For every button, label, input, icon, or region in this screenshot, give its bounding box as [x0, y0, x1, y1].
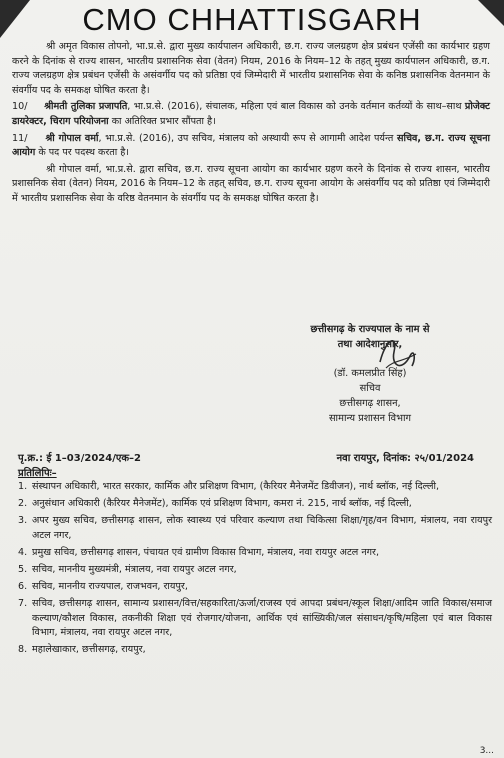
copy-list-item	[18, 497, 492, 511]
copy-list-item	[18, 546, 492, 560]
copy-item-text: प्रमुख सचिव, छत्तीसगढ़ शासन, पंचायत एवं ग्रामीण विकास विभाग, मंत्रालय, नवा रायपुर अटल नगर,	[32, 546, 380, 558]
reference-date: नवा रायपुर, दिनांक: २५/01/2024	[336, 453, 474, 464]
copy-item-number: 4.	[18, 546, 28, 558]
officer-name: श्री गोपाल वर्मा	[45, 132, 99, 144]
signatory-dept-2: सामान्य प्रशासन विभाग	[328, 413, 412, 424]
item-text: , भा.प्र.से. (2016), उप सचिव, मंत्रालय को अस्थायी रूप से आगामी आदेश पर्यन्त	[98, 132, 397, 144]
item-number: 11/	[12, 132, 28, 144]
signature-line-2: तथा आदेशानुसार,	[337, 339, 403, 350]
copy-item-text: सचिव, माननीय मुख्यमंत्री, मंत्रालय, नवा रायपुर अटल नगर,	[32, 564, 237, 576]
order-item-10	[12, 100, 490, 129]
copy-item-text: सचिव, माननीय राज्यपाल, राजभवन, रायपुर,	[32, 581, 188, 593]
order-item-11	[12, 132, 490, 161]
copy-item-number: 1.	[18, 481, 28, 492]
copy-item-number: 3.	[18, 515, 28, 527]
handwritten-signature-icon	[372, 332, 420, 378]
signatory-title: सचिव	[359, 383, 381, 394]
copy-item-number: 6.	[18, 581, 28, 593]
signature-block	[240, 322, 500, 426]
officer-name: श्रीमती तुलिका प्रजापति	[44, 101, 128, 113]
item-text: का अतिरिक्त प्रभार सौंपता है।	[108, 115, 216, 127]
copy-item-number: 7.	[18, 598, 28, 610]
post-name: सचिव, छ.ग. राज्य सूचना आयोग	[12, 132, 491, 159]
signature-line-1: छत्तीसगढ़ के राज्यपाल के नाम से	[310, 324, 430, 335]
copy-list-item	[18, 563, 492, 577]
copy-item-text: संस्थापन अधिकारी, भारत सरकार, कार्मिक और प्रशिक्षण विभाग, (कैरियर मैनेजमेंट डिवीजन), नार्थ ब्लॉक, नई दिल्ली,	[32, 481, 440, 492]
post-name: प्रोजेक्ट डायरेक्टर, चिराग परियोजना	[12, 101, 490, 127]
copy-heading: प्रतिलिपिः–	[18, 468, 57, 479]
copy-list-item	[18, 480, 492, 494]
page-number: 3...	[479, 746, 494, 756]
signatory-name: (डॉ. कमलप्रीत सिंह)	[333, 368, 407, 379]
para-intro: श्री अमृत विकास तोपनो, भा.प्र.से. द्वारा मुख्य कार्यपालन अधिकारी, छ.ग. राज्य जलग्रहण क्षेत्र प्रबंधन एजेंसी का कार्यभार ग्रहण करने के दिनांक से राज्य शासन, भारतीय प्रशासनिक सेवा (वेतन) नियम, 2016 के नियम–12 के तहत् मुख्य कार्यपालन अधिकारी, छ.ग. राज्य जलग्रहण क्षेत्र प्रबंधन एजेंसी के असंवर्गीय पद को प्रतिष्ठा एवं जिम्मेदारी में भारतीय प्रशासनिक सेवा के कनिष्ठ प्रशासनिक वेतनमान के संवर्गीय पद के समकक्ष घोषित करता है।	[12, 41, 490, 96]
para-gopal: श्री गोपाल वर्मा, भा.प्र.से. द्वारा सचिव, छ.ग. राज्य सूचना आयोग का कार्यभार ग्रहण करने के दिनांक से राज्य शासन, भारतीय प्रशासनिक सेवा (वेतन) नियम, 2016 के नियम–12 के तहत् सचिव, छ.ग. राज्य सूचना आयोग के असंवर्गीय पद को प्रतिष्ठा एवं जिम्मेदारी में भारतीय प्रशासनिक सेवा के वरिष्ठ वेतनमान के संवर्गीय पद के समकक्ष घोषित करता है।	[12, 163, 490, 204]
copy-list-item	[18, 643, 492, 657]
copy-item-number: 2.	[18, 498, 28, 510]
reference-number: पृ.क्र.: ई 1–03/2024/एक–2	[18, 453, 142, 464]
copy-item-number: 5.	[18, 564, 28, 576]
copy-list-item	[18, 597, 492, 640]
copy-item-text: महालेखाकार, छत्तीसगढ़, रायपुर,	[32, 644, 146, 656]
item-number: 10/	[12, 101, 28, 113]
item-text: , भा.प्र.से. (2016), संचालक, महिला एवं बाल विकास को उनके वर्तमान कर्तव्यों के साथ–साथ	[127, 101, 465, 113]
copy-list	[18, 480, 492, 660]
copy-list-item	[18, 580, 492, 594]
copy-item-text: सचिव, छत्तीसगढ़ शासन, सामान्य प्रशासन/वित्त/सहकारिता/ऊर्जा/राजस्व एवं आपदा प्रबंधन/स्कूल शिक्षा/आदिम जाति विकास/समाज कल्याण/कौशल विकास, तकनीकी शिक्षा एवं रोजगार/योजना, आर्थिक एवं सांख्यिकी/जल संसाधन/कृषि/महिला एवं बाल विकास विभाग, मंत्रालय, नवा रायपुर अटल नगर,	[32, 598, 492, 638]
order-body	[12, 40, 490, 207]
signatory-dept-1: छत्तीसगढ़ शासन,	[339, 398, 401, 409]
copy-item-text: अनुसंधान अधिकारी (कैरियर मैनेजमेंट), कार्मिक एवं प्रशिक्षण विभाग, कमरा नं. 215, नार्थ ब्लॉक, नई दिल्ली,	[32, 498, 412, 510]
watermark-title: CMO CHHATTISGARH	[82, 2, 422, 37]
copy-item-text: अपर मुख्य सचिव, छत्तीसगढ़ शासन, लोक स्वास्थ्य एवं परिवार कल्याण तथा चिकित्सा शिक्षा/गृह/वन विभाग, मंत्रालय, नवा रायपुर अटल नगर,	[32, 515, 492, 541]
copy-item-number: 8.	[18, 644, 28, 656]
item-text: के पद पर पदस्थ करता है।	[35, 147, 130, 159]
copy-list-item	[18, 514, 492, 542]
